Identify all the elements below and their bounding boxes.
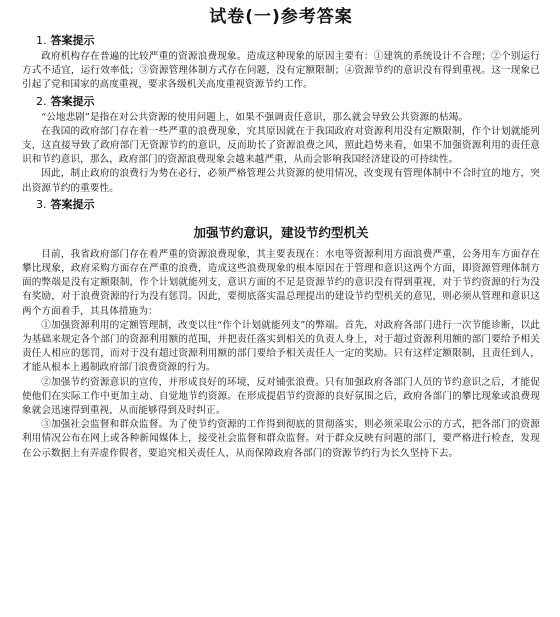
answer-paragraph: “公地悲剧”是指在对公共资源的使用问题上，如果不强调责任意识，那么就会导致公共资源的枯竭。 (41, 111, 469, 123)
section-number: 1. (36, 34, 47, 47)
essay-paragraph: 目前，我省政府部门存在着严重的资源浪费现象，其主要表现在：水电等资源利用方面浪费严重，公务用车方面存在攀比现象，政府采购方面存在严重的浪费，造成这些浪费现象的根本原因在于管理和意识这两个方面，即资源管理体制方面的弊端是没有定额限制，作个计划就能列支，意识方面的不足是资源节约的意识没有得到重视，对于节约资源的行为没有奖励，对于浪费资源的行为没有惩罚。因此，要彻底落实温总理提出的建设节约型机关的意见，则必须从管理和意识这两个方面着手，其具体措施为： (22, 248, 540, 317)
section-heading-label: 答案提示 (50, 197, 95, 211)
section-heading (36, 198, 540, 212)
section-3 (22, 198, 540, 212)
section-heading (36, 95, 540, 109)
essay-paragraph: ②加强节约资源意识的宣传，并形成良好的环境，反对铺张浪费。只有加强政府各部门人员的节约意识之后，才能促使他们在实际工作中更加主动、自觉地节约资源。在形成提倡节约资源的良好氛围之后，政府各部门的攀比现象或浪费现象就会迅速得到重视，从而能够得到及时纠正。 (22, 376, 540, 417)
section-heading-label: 答案提示 (50, 94, 95, 108)
section-number: 3. (36, 197, 47, 211)
essay (22, 224, 540, 461)
essay-title: 加强节约意识，建设节约型机关 (193, 224, 369, 240)
answer-paragraph: 政府机构存在普遍的比较严重的资源浪费现象。造成这种现象的原因主要有：①建筑的系统设计不合理；②个别运行方式不适宜，运行效率低；③资源管理体制方式存在问题，没有定额限制；④资源节约的意识没有得到重视。这一现象已引起了党和国家的高度重视，要求各级机关高度重视资源节约工作。 (22, 51, 540, 91)
section-heading (36, 34, 540, 48)
page-title: 试卷(一)参考答案 (209, 7, 353, 27)
essay-paragraph: ①加强资源利用的定额管理制，改变以往“作个计划就能列支”的弊端。首先，对政府各部门进行一次节能诊断，以此为基础来规定各个部门的资源利用额的范围，并把责任落实到相关的负责人身上，对于超过资源利用额的部门要给予相关责任人相应的惩罚，而对于没有超过资源利用额的部门要给予相关责任人一定的奖励。只有这样定额限制，且责任到人，才能从根本上遏制政府部门浪费资源的行为。 (22, 319, 540, 374)
answer-paragraph: 在我国的政府部门存在着一些严重的浪费现象，究其原因就在于我国政府对资源利用没有定额限制，作个计划就能列支，这直接导致了政府部门无资源节约的意识，反而助长了资源浪费之风，照此趋势来看，如果不加强资源利用的责任意识和节约意识，那么，政府部门的资源浪费现象会越来越严重，从而会影响我国经济建设的可持续性。 (22, 125, 540, 166)
section-number: 2. (36, 94, 47, 108)
section-1 (22, 34, 540, 93)
essay-paragraph: ③加强社会监督和群众监督。为了使节约资源的工作得到彻底的贯彻落实，则必须采取公示的方式，把各部门的资源利用情况公布在网上或各种新闻媒体上，接受社会监督和群众监督。对于群众反映有问题的部门，要严格进行检查，发现在公示数据上有弄虚作假者，要追究相关责任人，从而保障政府各部门的资源节约行为长久坚持下去。 (22, 419, 540, 459)
section-heading-label: 答案提示 (50, 34, 95, 47)
answer-paragraph: 因此，制止政府的浪费行为势在必行，必须严格管理公共资源的使用情况，改变现有管理体制中不合时宜的地方，突出资源节约的重要性。 (22, 168, 540, 194)
section-2 (22, 95, 540, 196)
